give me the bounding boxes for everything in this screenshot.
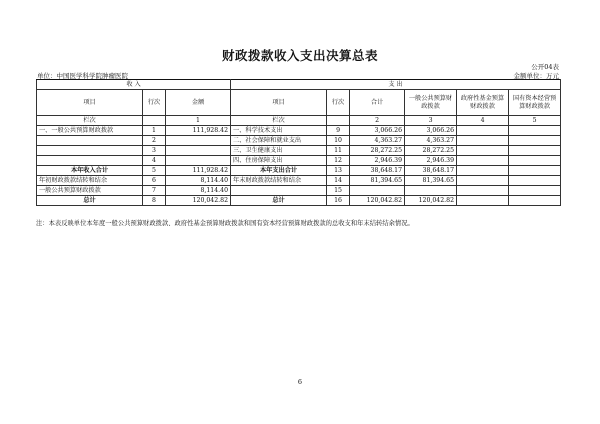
expense-row-no: 13: [327, 166, 350, 176]
expense-general: 120,042.82: [405, 196, 457, 206]
income-row-no: 3: [143, 146, 166, 156]
expense-general: 3,066.26: [405, 126, 457, 136]
expense-general: 4,363.27: [405, 136, 457, 146]
expense-item: 二、社会保障和就业支出: [231, 136, 327, 146]
income-row-no: 1: [143, 126, 166, 136]
col-label-expense: 栏次: [231, 116, 327, 126]
expense-row-no: 15: [327, 186, 350, 196]
expense-general: [405, 186, 457, 196]
expense-total: 81,394.65: [350, 176, 405, 186]
expense-item: [231, 186, 327, 196]
income-item-header: 项目: [37, 90, 143, 116]
income-amount: [166, 136, 231, 146]
income-item: 总计: [37, 196, 143, 206]
column-index-row: [37, 116, 561, 126]
table-row: [37, 146, 561, 156]
unit-label: 单位：中国医学科学院肿瘤医院: [37, 72, 128, 80]
state-capital-header: 国有资本经营预算财政拨款: [509, 90, 561, 116]
header-row-sections: [37, 80, 561, 90]
expense-item: 年末财政拨款结转和结余: [231, 176, 327, 186]
income-header: 收 入: [37, 80, 231, 90]
expense-capital: [509, 156, 561, 166]
table-row: [37, 136, 561, 146]
col-index-5: 5: [509, 116, 561, 126]
expense-total: 38,648.17: [350, 166, 405, 176]
income-amount: [166, 146, 231, 156]
expense-row-no: 14: [327, 176, 350, 186]
expense-capital: [509, 176, 561, 186]
income-rowno-header: 行次: [143, 90, 166, 116]
expense-item: 四、住房保障支出: [231, 156, 327, 166]
expense-fund: [457, 146, 509, 156]
income-amount: 111,928.42: [166, 166, 231, 176]
col-index-2: 2: [350, 116, 405, 126]
col-index-4: 4: [457, 116, 509, 126]
income-item: 本年收入合计: [37, 166, 143, 176]
income-amount: 111,928.42: [166, 126, 231, 136]
expense-total: 4,363.27: [350, 136, 405, 146]
money-unit-label: 金额单位：万元: [513, 72, 559, 80]
expense-item: 一、科学技术支出: [231, 126, 327, 136]
expense-row-no: 10: [327, 136, 350, 146]
expense-general: 2,946.39: [405, 156, 457, 166]
income-item: 一般公共预算财政拨款: [37, 186, 143, 196]
expense-item: 总计: [231, 196, 327, 206]
col-label-income: 栏次: [37, 116, 143, 126]
expense-general: 81,394.65: [405, 176, 457, 186]
col-index-1: 1: [166, 116, 231, 126]
budget-table: [36, 79, 561, 206]
income-row-no: 2: [143, 136, 166, 146]
expense-total: [350, 186, 405, 196]
income-item: [37, 146, 143, 156]
general-budget-header: 一般公共预算财政拨款: [405, 90, 457, 116]
expense-row-no: 11: [327, 146, 350, 156]
expense-capital: [509, 166, 561, 176]
expense-row-no: 16: [327, 196, 350, 206]
expense-header: 支 出: [231, 80, 561, 90]
table-row: [37, 166, 561, 176]
table-note: 注：本表反映单位本年度一般公共预算财政拨款、政府性基金预算财政拨款和国有资本经营预算财政拨款的总收支和年末结转结余情况。: [36, 220, 414, 227]
table-row: [37, 126, 561, 136]
income-amount-header: 金额: [166, 90, 231, 116]
expense-general: 28,272.25: [405, 146, 457, 156]
income-amount: [166, 156, 231, 166]
col-index-3: 3: [405, 116, 457, 126]
expense-fund: [457, 176, 509, 186]
table-row: [37, 186, 561, 196]
income-item: 年初财政拨款结转和结余: [37, 176, 143, 186]
expense-capital: [509, 136, 561, 146]
expense-item: 本年支出合计: [231, 166, 327, 176]
table-row: [37, 176, 561, 186]
expense-total: 3,066.26: [350, 126, 405, 136]
income-item: [37, 156, 143, 166]
expense-fund: [457, 196, 509, 206]
expense-fund: [457, 166, 509, 176]
expense-fund: [457, 126, 509, 136]
income-row-no: 7: [143, 186, 166, 196]
expense-total: 2,946.39: [350, 156, 405, 166]
income-row-no: 6: [143, 176, 166, 186]
expense-total: 120,042.82: [350, 196, 405, 206]
expense-fund: [457, 156, 509, 166]
income-amount: 120,042.82: [166, 196, 231, 206]
income-item: 一、一般公共预算财政拨款: [37, 126, 143, 136]
total-header: 合计: [350, 90, 405, 116]
income-item: [37, 136, 143, 146]
expense-row-no: 12: [327, 156, 350, 166]
expense-capital: [509, 146, 561, 156]
table-row: [37, 156, 561, 166]
income-row-no: 8: [143, 196, 166, 206]
expense-item: 三、卫生健康支出: [231, 146, 327, 156]
income-row-no: 4: [143, 156, 166, 166]
expense-fund: [457, 186, 509, 196]
expense-capital: [509, 196, 561, 206]
table-row: [37, 196, 561, 206]
expense-fund: [457, 136, 509, 146]
expense-row-no: 9: [327, 126, 350, 136]
expense-item-header: 项目: [231, 90, 327, 116]
expense-capital: [509, 186, 561, 196]
income-row-no: 5: [143, 166, 166, 176]
expense-capital: [509, 126, 561, 136]
income-amount: 8,114.40: [166, 186, 231, 196]
page-number: 6: [297, 378, 303, 386]
expense-general: 38,648.17: [405, 166, 457, 176]
table-title: 财政拨款收入支出决算总表: [221, 48, 378, 63]
gov-fund-header: 政府性基金预算财政拨款: [457, 90, 509, 116]
form-number: 公开04表: [531, 63, 559, 71]
expense-total: 28,272.25: [350, 146, 405, 156]
header-row-columns: [37, 90, 561, 116]
expense-rowno-header: 行次: [327, 90, 350, 116]
income-amount: 8,114.40: [166, 176, 231, 186]
